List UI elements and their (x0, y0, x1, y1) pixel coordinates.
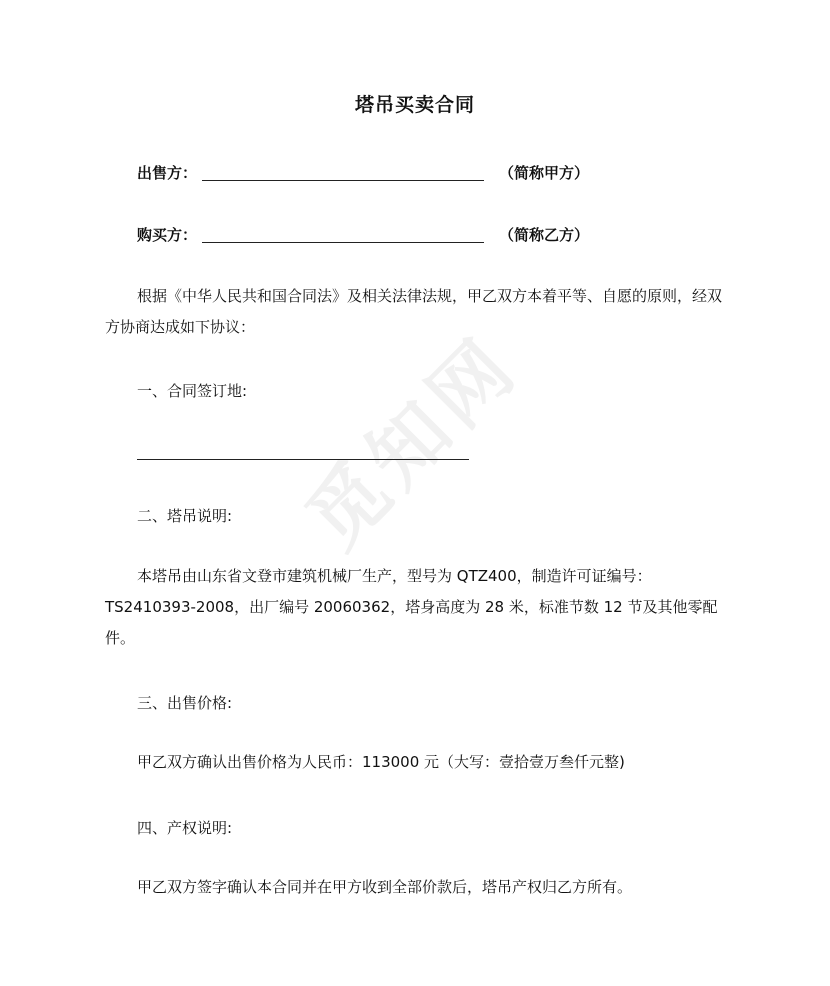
section-body: 本塔吊由山东省文登市建筑机械厂生产，型号为 QTZ400，制造许可证编号：TS2410393-2008，出厂编号 20060362，塔身高度为 28 米，标准节数 12 节及其他零配件。 (105, 567, 718, 647)
signing-place-blank-line (137, 459, 469, 460)
section-heading: 三、出售价格: (137, 694, 233, 712)
buyer-blank-line (202, 242, 484, 243)
section-heading: 一、合同签订地: (137, 382, 248, 400)
seller-row (137, 162, 737, 186)
buyer-abbr: （简称乙方） (499, 226, 590, 244)
section-heading: 二、塔吊说明: (137, 507, 233, 525)
section-heading: 四、产权说明: (137, 819, 233, 837)
seller-abbr: （简称甲方） (499, 164, 590, 182)
section-body: 甲乙双方确认出售价格为人民币：113000 元（大写：壹拾壹万叁仟元整) (137, 753, 625, 771)
intro-paragraph: 根据《中华人民共和国合同法》及相关法律法规，甲乙双方本着平等、自愿的原则，经双方协商达成如下协议： (105, 287, 723, 336)
watermark: 觅知网 (289, 319, 537, 566)
buyer-label: 购买方： (137, 226, 198, 244)
section-body: 甲乙双方签字确认本合同并在甲方收到全部价款后，塔吊产权归乙方所有。 (137, 878, 633, 896)
seller-label: 出售方： (137, 164, 198, 182)
seller-blank-line (202, 180, 484, 181)
document-title: 塔吊买卖合同 (354, 94, 475, 116)
buyer-row (137, 224, 737, 248)
